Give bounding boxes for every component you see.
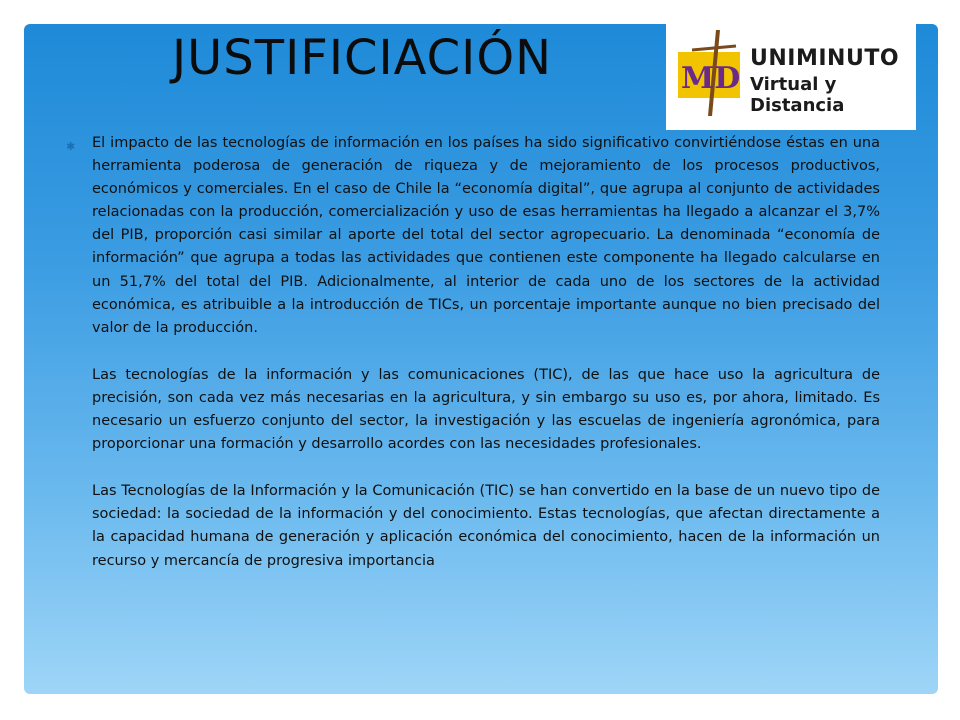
slide-title: JUSTIFICIACIÓN xyxy=(172,30,553,86)
paragraph-3: Las Tecnologías de la Información y la Comunicación (TIC) se han convertido en la base de un nuevo tipo de sociedad: la sociedad de la información y del conocimiento. Estas tecnologías, que afectan directamente a la capacidad humana de generación y aplicación económica del conocimiento, hacen de la información un recurso y mercancía de progresiva importancia xyxy=(92,483,880,569)
md-logo-mark-icon xyxy=(678,30,740,116)
logo-name: UNIMINUTO xyxy=(750,46,900,71)
logo-subtitle: Virtual y Distancia xyxy=(750,74,845,116)
uniminuto-logo xyxy=(666,18,916,130)
bullet-icon: ✱ xyxy=(66,141,76,153)
body-text xyxy=(92,132,880,597)
paragraph-2: Las tecnologías de la información y las comunicaciones (TIC), de las que hace uso la agricultura de precisión, son cada vez más necesarias en la agricultura, y sin embargo su uso es, por ahora, limitado. Es necesario un esfuerzo conjunto del sector, la investigación y las escuelas de ingeniería agronómica, para proporcionar una formación y desarrollo acordes con las necesidades profesionales. xyxy=(92,366,880,453)
logo-mark-text: MD xyxy=(681,61,740,96)
paragraph-1: El impacto de las tecnologías de información en los países ha sido significativo convirtiéndose éstas en una herramienta poderosa de generación de riqueza y de mejoramiento de los procesos productivos, económicos y comerciales. En el caso de Chile la “economía digital”, que agrupa al conjunto de actividades relacionadas con la producción, comercialización y uso de esas herramientas ha llegado a alcanzar el 3,7% del PIB, proporción casi similar al aporte del total del sector agropecuario. La denominada “economía de información” que agrupa a todas las actividades que contienen este componente ha llegado calcularse en un 51,7% del total del PIB. Adicionalmente, al interior de cada uno de los sectores de la actividad económica, es atribuible a la introducción de TICs, un porcentaje importante aunque no bien precisado del valor de la producción. xyxy=(92,135,880,336)
